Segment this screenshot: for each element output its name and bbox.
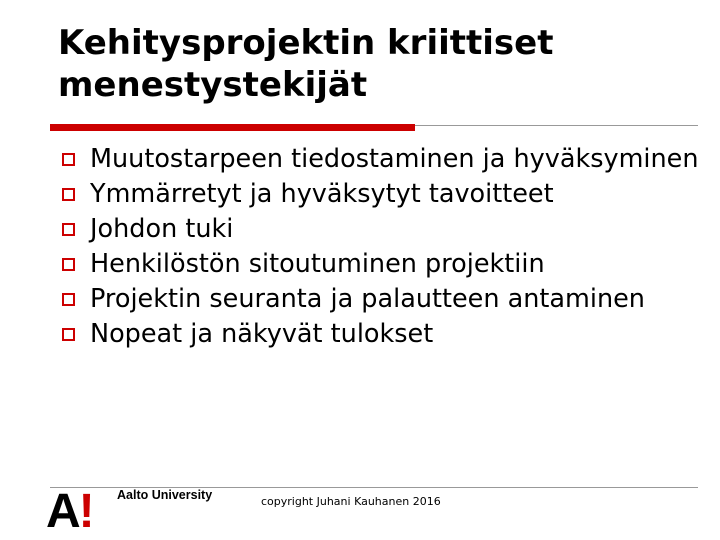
- bullet-text: Johdon tuki: [90, 214, 234, 244]
- logo-exclamation: !: [78, 485, 93, 538]
- slide-title-line-1: Kehitysprojektin kriittiset: [58, 23, 554, 63]
- bullet-item: [62, 212, 702, 247]
- bullet-text: Ymmärretyt ja hyväksytyt tavoitteet: [90, 179, 554, 209]
- hollow-square-icon: [62, 293, 75, 306]
- bullet-item: [62, 177, 702, 212]
- bullet-item: [62, 282, 702, 317]
- slide-title: [58, 22, 698, 106]
- bullet-text: Projektin seuranta ja palautteen antaminen: [90, 284, 645, 314]
- copyright-notice: copyright Juhani Kauhanen 2016: [261, 495, 441, 508]
- bullet-list: [62, 142, 702, 352]
- title-accent-bar: [50, 124, 415, 131]
- hollow-square-icon: [62, 188, 75, 201]
- aalto-logo: [46, 485, 93, 538]
- bullet-text: Nopeat ja näkyvät tulokset: [90, 319, 434, 349]
- hollow-square-icon: [62, 153, 75, 166]
- bullet-text: Henkilöstön sitoutuminen projektiin: [90, 249, 545, 279]
- slide-title-line-2: menestystekijät: [58, 65, 368, 105]
- bullet-item: [62, 247, 702, 282]
- bullet-item: [62, 317, 702, 352]
- title-divider-line: [415, 125, 698, 126]
- bullet-text: Muutostarpeen tiedostaminen ja hyväksyminen: [90, 144, 699, 174]
- hollow-square-icon: [62, 223, 75, 236]
- logo-letter: A: [46, 485, 79, 538]
- organization-name: Aalto University: [117, 488, 213, 502]
- hollow-square-icon: [62, 328, 75, 341]
- bullet-item: [62, 142, 702, 177]
- hollow-square-icon: [62, 258, 75, 271]
